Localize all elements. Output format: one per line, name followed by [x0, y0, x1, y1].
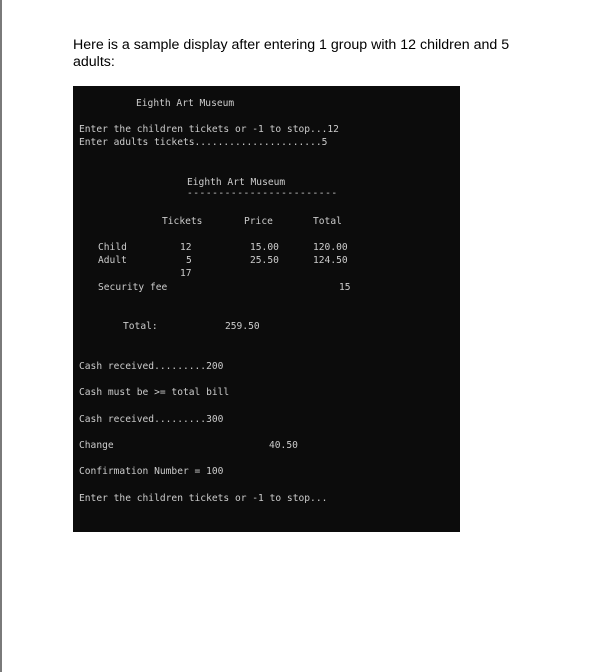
column-header-total: Total: [313, 216, 342, 227]
console-prompt-adults: Enter adults tickets......................5: [79, 137, 328, 148]
change-value: 40.50: [269, 440, 298, 451]
cash-error-message: Cash must be >= total bill: [79, 387, 230, 398]
intro-paragraph: Here is a sample display after entering 1 group with 12 children and 5 adults:: [73, 37, 510, 70]
console-header-title: Eighth Art Museum: [136, 98, 235, 109]
total-value: 259.50: [225, 321, 260, 332]
row-child-tickets: 12: [180, 242, 192, 253]
cash-received-second: Cash received.........300: [79, 414, 224, 425]
row-adult-label: Adult: [98, 255, 127, 266]
row-adult-tickets: 5: [186, 255, 192, 266]
tickets-sum: 17: [180, 268, 192, 279]
receipt-rule: ------------------------: [187, 188, 338, 199]
console-window: [73, 86, 460, 532]
row-adult-total: 124.50: [313, 255, 348, 266]
receipt-title: Eighth Art Museum: [187, 177, 286, 188]
row-adult-price: 25.50: [250, 255, 279, 266]
security-fee-label: Security fee: [98, 282, 168, 293]
column-header-tickets: Tickets: [162, 216, 203, 227]
column-header-price: Price: [244, 216, 273, 227]
total-label: Total:: [123, 321, 158, 332]
row-child-price: 15.00: [250, 242, 279, 253]
change-label: Change: [79, 440, 114, 451]
console-prompt-next: Enter the children tickets or -1 to stop...: [79, 493, 328, 504]
row-child-total: 120.00: [313, 242, 348, 253]
console-prompt-children: Enter the children tickets or -1 to stop...12: [79, 124, 339, 135]
security-fee-value: 15: [339, 282, 351, 293]
cash-received-first: Cash received.........200: [79, 361, 224, 372]
page-edge-border: [0, 0, 2, 672]
row-child-label: Child: [98, 242, 127, 253]
confirmation-number: Confirmation Number = 100: [79, 466, 224, 477]
